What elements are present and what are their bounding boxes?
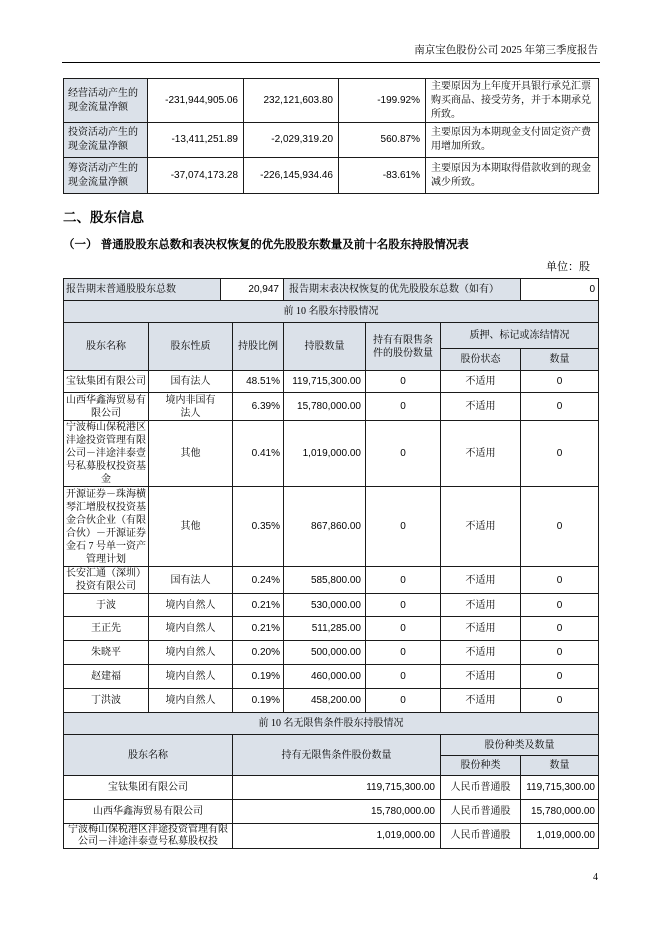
restricted-shares: 0: [366, 487, 441, 567]
shareholder-nature: 其他: [149, 421, 233, 487]
pledge-status: 不适用: [441, 371, 521, 393]
header-restricted-shares: 持有有限售条件的股份数量: [366, 323, 441, 371]
change-percent: -199.92%: [339, 79, 426, 123]
common-holders-value: 20,947: [221, 279, 284, 301]
unrestricted-shareholder-name: 山西华鑫海贸易有限公司: [64, 800, 233, 824]
shareholding-ratio: 0.24%: [233, 567, 284, 594]
unrestricted-header-row: [64, 735, 599, 756]
shareholding-quantity: 458,200.00: [284, 689, 366, 713]
shareholder-row: [64, 371, 599, 393]
shareholder-nature: 其他: [149, 487, 233, 567]
share-type: 人民币普通股: [441, 776, 521, 800]
shareholder-name: 赵建福: [64, 665, 149, 689]
shareholder-row: [64, 665, 599, 689]
pledge-quantity: 0: [521, 594, 599, 617]
shareholder-row: [64, 487, 599, 567]
shareholding-ratio: 48.51%: [233, 371, 284, 393]
shareholder-row: [64, 393, 599, 421]
pledge-status: 不适用: [441, 617, 521, 641]
shareholding-ratio: 0.20%: [233, 641, 284, 665]
top10-unrestricted-table: [63, 734, 599, 849]
shareholding-ratio: 0.19%: [233, 689, 284, 713]
header-share-type: 股份种类: [441, 756, 521, 776]
prior-period-value: -226,145,934.46: [244, 158, 339, 194]
common-holders-label: 报告期末普通股股东总数: [64, 279, 221, 301]
header-rule: [62, 62, 600, 63]
pledge-status: 不适用: [441, 594, 521, 617]
shareholding-ratio: 0.19%: [233, 665, 284, 689]
section-subtitle: （一） 普通股股东总数和表决权恢复的优先股股东数量及前十名股东持股情况表: [63, 239, 469, 251]
current-period-value: -231,944,905.06: [148, 79, 244, 123]
unrestricted-row: [64, 824, 599, 849]
shareholder-nature: 境内自然人: [149, 617, 233, 641]
unrestricted-body: [64, 735, 599, 849]
change-percent: 560.87%: [339, 123, 426, 158]
pledge-status: 不适用: [441, 487, 521, 567]
current-period-value: -13,411,251.89: [148, 123, 244, 158]
unrestricted-shareholder-name: 宝钛集团有限公司: [64, 776, 233, 800]
header-share-type-group: 股份种类及数量: [441, 735, 599, 756]
summary-body: [64, 279, 599, 301]
restricted-shares: 0: [366, 567, 441, 594]
shareholder-name: 朱晓平: [64, 641, 149, 665]
change-reason: 主要原因为上年度开具银行承兑汇票购买商品、接受劳务，并于本期承兑所致。: [426, 79, 599, 123]
share-type: 人民币普通股: [441, 824, 521, 849]
shareholder-name: 长安汇通（深圳）投资有限公司: [64, 567, 149, 594]
shareholding-ratio: 6.39%: [233, 393, 284, 421]
top10-body: [64, 301, 599, 735]
shareholding-quantity: 1,019,000.00: [284, 421, 366, 487]
unrestricted-title-row: [64, 713, 599, 735]
shareholding-ratio: 0.41%: [233, 421, 284, 487]
shareholding-ratio: 0.21%: [233, 617, 284, 641]
unrestricted-shareholder-name: 宁波梅山保税港区沣途投资管理有限公司－沣途沣泰壹号私募股权投: [64, 824, 233, 849]
summary-row: [64, 279, 599, 301]
restricted-shares: 0: [366, 665, 441, 689]
shareholder-name: 王正先: [64, 617, 149, 641]
section-title: 二、股东信息: [63, 210, 144, 225]
pledge-status: 不适用: [441, 421, 521, 487]
change-reason: 主要原因为本期取得借款收到的现金减少所致。: [426, 158, 599, 194]
cash-flow-item-label: 投资活动产生的现金流量净额: [64, 123, 148, 158]
shareholding-quantity: 585,800.00: [284, 567, 366, 594]
cash-flow-row: [64, 123, 599, 158]
pledge-quantity: 0: [521, 487, 599, 567]
preferred-holders-label: 报告期末表决权恢复的优先股股东总数（如有）: [284, 279, 521, 301]
header-shareholder-nature: 股东性质: [149, 323, 233, 371]
header-pledge-status: 股份状态: [441, 349, 521, 371]
shareholder-nature: 境内自然人: [149, 689, 233, 713]
unrestricted-row: [64, 800, 599, 824]
pledge-quantity: 0: [521, 689, 599, 713]
unrestricted-quantity: 1,019,000.00: [233, 824, 441, 849]
preferred-holders-value: 0: [521, 279, 599, 301]
shareholder-nature: 国有法人: [149, 371, 233, 393]
shareholder-row: [64, 641, 599, 665]
pledge-quantity: 0: [521, 617, 599, 641]
header-shareholding-quantity: 持股数量: [284, 323, 366, 371]
shareholding-ratio: 0.21%: [233, 594, 284, 617]
unrestricted-quantity: 15,780,000.00: [233, 800, 441, 824]
pledge-quantity: 0: [521, 567, 599, 594]
cash-flow-row: [64, 158, 599, 194]
cash-flow-body: [64, 79, 599, 194]
pledge-status: 不适用: [441, 641, 521, 665]
shareholder-name: 于波: [64, 594, 149, 617]
cash-flow-item-label: 经营活动产生的现金流量净额: [64, 79, 148, 123]
top10-title: 前 10 名股东持股情况: [64, 301, 599, 323]
restricted-shares: 0: [366, 371, 441, 393]
header-shareholding-ratio: 持股比例: [233, 323, 284, 371]
prior-period-value: 232,121,603.80: [244, 79, 339, 123]
restricted-shares: 0: [366, 641, 441, 665]
pledge-status: 不适用: [441, 393, 521, 421]
shareholder-name: 宁波梅山保税港区沣途投资管理有限公司－沣途沣泰壹号私募股权投资基金: [64, 421, 149, 487]
pledge-quantity: 0: [521, 641, 599, 665]
shareholder-nature: 境内自然人: [149, 594, 233, 617]
page-number: 4: [593, 872, 598, 883]
shareholder-nature: 境内非国有法人: [149, 393, 233, 421]
pledge-quantity: 0: [521, 371, 599, 393]
restricted-shares: 0: [366, 421, 441, 487]
shareholder-row: [64, 594, 599, 617]
shareholding-quantity: 15,780,000.00: [284, 393, 366, 421]
change-reason: 主要原因为本期现金支付固定资产费用增加所致。: [426, 123, 599, 158]
shareholder-row: [64, 617, 599, 641]
shareholder-summary-table: [63, 278, 599, 301]
restricted-shares: 0: [366, 393, 441, 421]
top10-title-row: [64, 301, 599, 323]
top10-shareholders-table: [63, 300, 599, 735]
shareholder-row: [64, 567, 599, 594]
shareholder-name: 宝钛集团有限公司: [64, 371, 149, 393]
pledge-quantity: 0: [521, 421, 599, 487]
cash-flow-row: [64, 79, 599, 123]
share-type-quantity: 119,715,300.00: [521, 776, 599, 800]
share-type-quantity: 1,019,000.00: [521, 824, 599, 849]
shareholding-quantity: 511,285.00: [284, 617, 366, 641]
shareholder-name: 丁洪波: [64, 689, 149, 713]
unit-label: 单位：股: [546, 261, 590, 273]
shareholder-nature: 境内自然人: [149, 641, 233, 665]
pledge-status: 不适用: [441, 567, 521, 594]
header-unr-name: 股东名称: [64, 735, 233, 776]
shareholder-name: 山西华鑫海贸易有限公司: [64, 393, 149, 421]
header-pledge-quantity: 数量: [521, 349, 599, 371]
header-unr-quantity: 持有无限售条件股份数量: [233, 735, 441, 776]
shareholder-nature: 国有法人: [149, 567, 233, 594]
pledge-status: 不适用: [441, 689, 521, 713]
share-type: 人民币普通股: [441, 800, 521, 824]
shareholding-ratio: 0.35%: [233, 487, 284, 567]
change-percent: -83.61%: [339, 158, 426, 194]
shareholding-quantity: 460,000.00: [284, 665, 366, 689]
pledge-quantity: 0: [521, 665, 599, 689]
shareholding-quantity: 867,860.00: [284, 487, 366, 567]
header-share-type-quantity: 数量: [521, 756, 599, 776]
report-header-title: 南京宝色股份公司 2025 年第三季度报告: [414, 45, 598, 56]
unrestricted-quantity: 119,715,300.00: [233, 776, 441, 800]
shareholding-quantity: 500,000.00: [284, 641, 366, 665]
shareholder-nature: 境内自然人: [149, 665, 233, 689]
prior-period-value: -2,029,319.20: [244, 123, 339, 158]
unrestricted-row: [64, 776, 599, 800]
current-period-value: -37,074,173.28: [148, 158, 244, 194]
shareholder-tables: [63, 278, 598, 849]
restricted-shares: 0: [366, 594, 441, 617]
top10-header-row: [64, 323, 599, 349]
pledge-quantity: 0: [521, 393, 599, 421]
cash-flow-item-label: 筹资活动产生的现金流量净额: [64, 158, 148, 194]
shareholding-quantity: 119,715,300.00: [284, 371, 366, 393]
header-shareholder-name: 股东名称: [64, 323, 149, 371]
shareholder-row: [64, 689, 599, 713]
top10-unrestricted-title: 前 10 名无限售条件股东持股情况: [64, 713, 599, 735]
restricted-shares: 0: [366, 617, 441, 641]
cash-flow-table: [63, 78, 599, 194]
pledge-status: 不适用: [441, 665, 521, 689]
shareholding-quantity: 530,000.00: [284, 594, 366, 617]
shareholder-row: [64, 421, 599, 487]
share-type-quantity: 15,780,000.00: [521, 800, 599, 824]
header-pledge-group: 质押、标记或冻结情况: [441, 323, 599, 349]
shareholder-name: 开源证券－珠海横琴汇增股权投资基金合伙企业（有限合伙）－开源证券金石 7 号单一资产管理计划: [64, 487, 149, 567]
restricted-shares: 0: [366, 689, 441, 713]
